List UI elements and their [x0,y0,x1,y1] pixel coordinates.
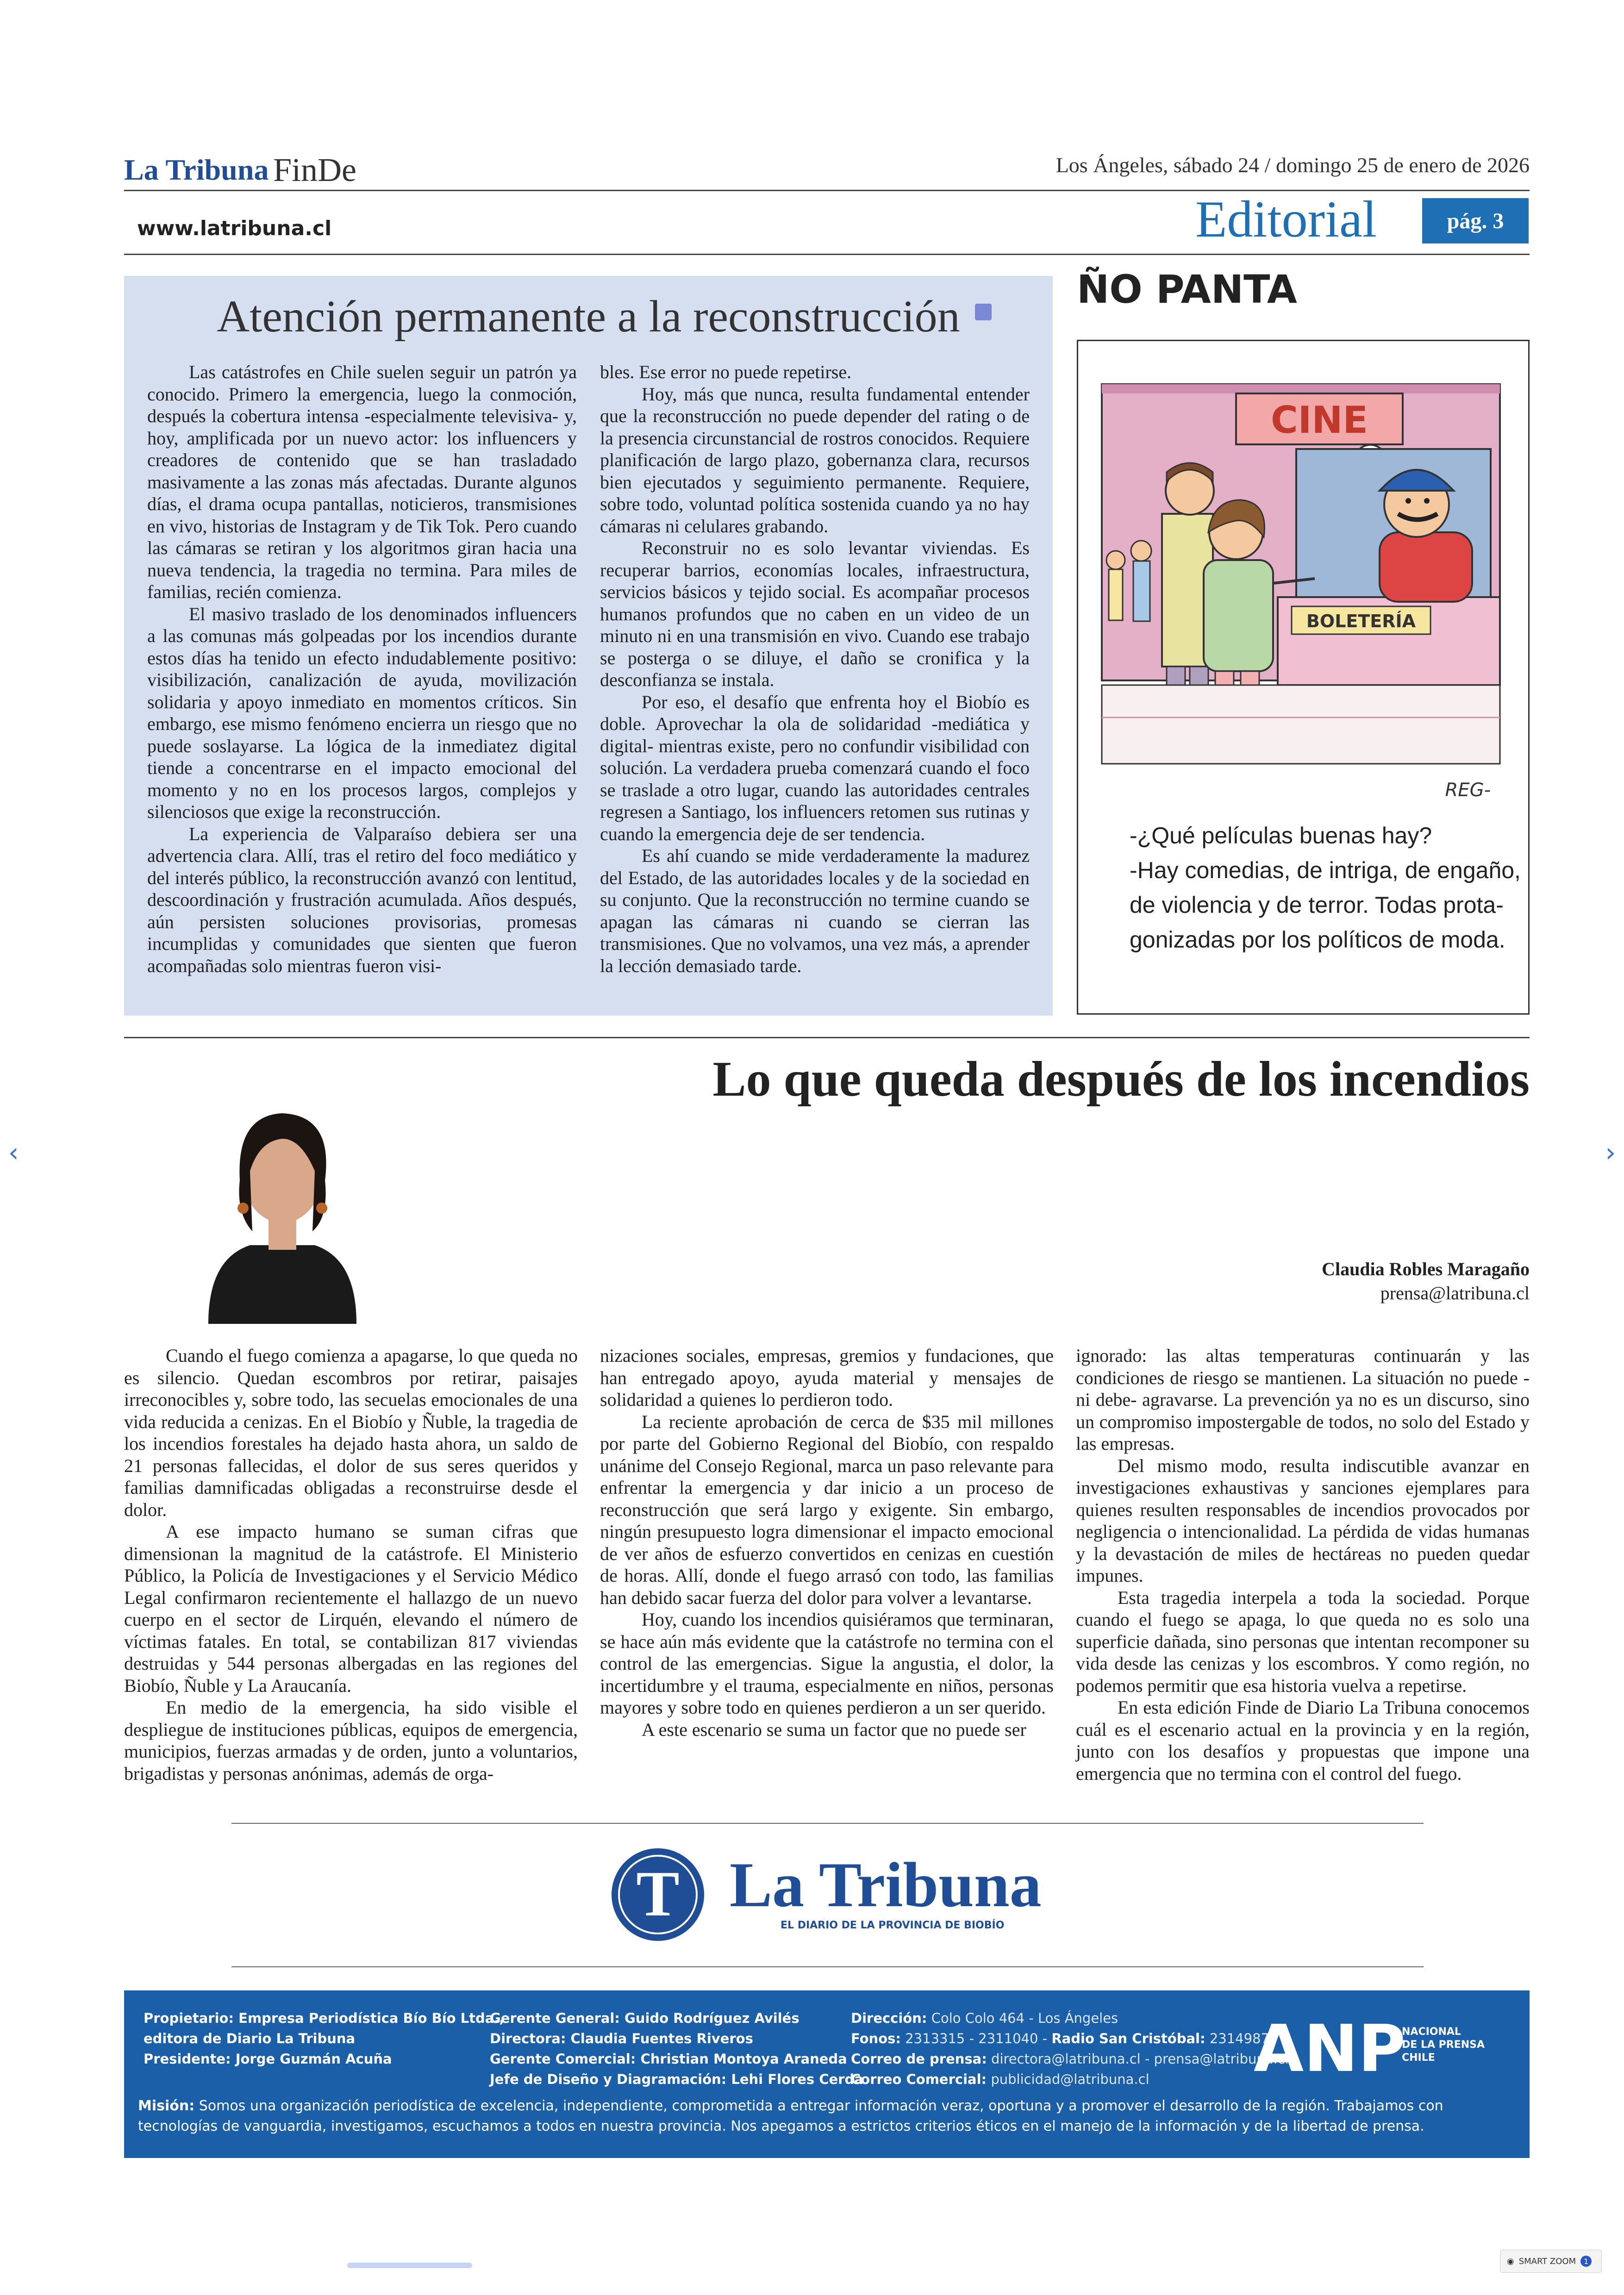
paragraph: nizaciones sociales, empresas, gremios y fundaciones, que han entregado apoyo, ayuda material y mensajes de solidaridad a quienes lo perdieron todo. [600,1345,1054,1410]
caption-line: -Hay comedias, de intriga, de engaño, [1130,857,1521,883]
author-name: Claudia Robles Maragaño [1322,1259,1530,1279]
footer-label: Fonos: [851,2031,901,2046]
footer-label: Dirección: [851,2010,927,2026]
anp-text: NACIONAL [1402,2026,1461,2038]
anp-text: DE LA PRENSA [1402,2039,1485,2051]
paragraph: Cuando el fuego comienza a apagarse, lo que queda no es silencio. Quedan escombros por retirar, paisajes irreconocibles y, sobre todo, las secuelas emocionales de una vida reducida a cenizas. En el Biobío y Ñuble, la tragedia de los incendios forestales ha dejado hasta ahora, un saldo de 21 personas fallecidas, el dolor de sus seres queridos y familias damnificadas obligadas a reconstruirse desde el dolor. [124,1345,578,1520]
footer-line: Jefe de Diseño y Diagramación: Lehi Flores Cerda [490,2071,863,2087]
logo-rule-bottom [231,1966,1424,1967]
caption-line: gonizadas por los políticos de moda. [1130,927,1505,953]
dateline: Los Ángeles, sábado 24 / domingo 25 de enero de 2026 [1056,153,1530,177]
paragraph: Hoy, más que nunca, resulta fundamental entender que la reconstrucción no puede depender del rating o de la presencia circunstancial de rostros conocidos. Requiere planificación de largo plazo, gobernanza clara, recursos bien ejecutados y seguimiento permanente. Requiere, sobre todo, voluntad política sostenida cuando ya no hay cámaras ni celulares grabando. [600,383,1030,536]
la-tribuna-logo [609,1846,1049,1943]
footer-box [124,1990,1530,2158]
cartoon-signature: REG- [1445,780,1491,801]
header-rule-2 [124,254,1530,255]
eye-icon: ◉ [1507,2256,1514,2266]
logo-name: La Tribuna [730,1849,1042,1920]
anp-letters: ANP [1254,2012,1406,2081]
paragraph: Las catástrofes en Chile suelen seguir un patrón ya conocido. Primero la emergencia, luego la conmoción, después la cobertura intensa -especialmente televisiva- y, hoy, amplificada por un nuevo actor: los influencers y creadores de contenido que se han trasladado masivamente a las zonas más afectadas. Durante algunos días, el drama ocupa pantallas, noticieros, transmisiones en vivo, historias de Instagram y de Tik Tok. Pero cuando las cámaras se retiran y los algoritmos giran hacia una nueva tendencia, la tragedia no termina. Para miles de familias, recién comienza. [147,362,577,602]
paragraph: Reconstruir no es solo levantar viviendas. Es recuperar barrios, economías locales, infraestructura, servicios básicos y tejido social. Es acompañar procesos humanos profundos que no caben en un video de un minuto ni en una transmisión en vivo. Cuando ese trabajo se posterga o se diluye, el daño se cronifica y la desconfianza se instala. [600,537,1030,690]
boleteria-sign: BOLETERÍA [1306,611,1416,631]
paragraph: bles. Ese error no puede repetirse. [600,362,852,382]
cartoon-illustration [1097,366,1505,810]
site-url: www.latribuna.cl [137,217,332,240]
paragraph: La experiencia de Valparaíso debiera ser una advertencia clara. Allí, tras el retiro del foco mediático y del interés público, la reconstrucción avanzó con lentitud, descoordinación y frustración acumulada. Años después, aún persisten soluciones provisorias, promesas incumplidas y comunidades que sienten que fueron acompañadas solo mientras fueron visi- [147,823,577,976]
author-email: prensa@latribuna.cl [1380,1283,1530,1303]
page-scrollbar[interactable] [347,2263,472,2268]
footer-radio-phone: 2314987 [1205,2031,1269,2046]
paragraph: En esta edición Finde de Diario La Tribuna conocemos cuál es el escenario actual en la provincia y en la región, junto con los desafíos y propuestas que impone una emergencia que no termina con el control del fuego. [1076,1697,1530,1784]
paragraph: A este escenario se suma un factor que no puede ser [642,1719,1026,1740]
paragraph: Por eso, el desafío que enfrenta hoy el Biobío es doble. Aprovechar la ola de solidaridad -mediática y digital- mientras existe, pero no confundir visibilidad con solución. La verdadera prueba comenzará cuando el foco se traslade a otro lugar, cuando las autoridades centrales regresen a Santiago, los influencers retomen sus rutinas y cuando la emergencia deje de ser tendencia. [600,691,1030,844]
footer-label: Radio San Cristóbal: [1051,2031,1206,2046]
logo-rule-top [231,1823,1424,1824]
author-photo [190,1065,375,1324]
cartoon-caption [1130,818,1521,957]
section-rule [124,1037,1530,1038]
paragraph: Esta tragedia interpela a toda la sociedad. Porque cuando el fuego se apaga, lo que queda no es solo una superficie dañada, sino personas que intentan recomponer su vida desde las cenizas y los escombros. Y como región, no podemos permitir que esa historia vuelva a repetirse. [1076,1587,1530,1696]
editorial-title: Atención permanente a la reconstrucción [217,292,960,342]
page-number: pág. 3 [1422,198,1529,243]
opinion-title: Lo que queda después de los incendios [712,1052,1530,1107]
paragraph: Es ahí cuando se mide verdaderamente la madurez del Estado, de las autoridades locales y de la sociedad en su conjunto. Que la reconstrucción no termine cuando se apagan las cámaras ni cuando se cierran las transmisiones. Que no volvamos, una vez más, a aprender la lección demasiado tarde. [600,845,1030,976]
editorial-column-1 [147,361,577,977]
footer-line: Presidente: Jorge Guzmán Acuña [144,2051,392,2067]
footer-commercial-email[interactable]: publicidad@latribuna.cl [987,2071,1149,2087]
previous-page-button[interactable]: ‹ [8,1138,19,1168]
paragraph: El masivo traslado de los denominados influencers a las comunas más golpeadas por los incendios durante estos días ha tenido un efecto indudablemente positivo: visibilización, canalización de ayuda, movilización solidaria y apoyo inmediato en momentos críticos. Sin embargo, ese mismo fenómeno encierra un riesgo que no puede soslayarse. La lógica de la inmediatez digital tiende a concentrarse en el impacto emocional del momento y no en los procesos largos, complejos y silenciosos que exige la reconstrucción. [147,603,577,822]
footer-press-email[interactable]: directora@latribuna.cl - prensa@latribuna.cl [987,2051,1289,2067]
footer-line: Gerente General: Guido Rodríguez Avilés [490,2010,800,2026]
edit-marker-icon[interactable] [975,304,992,320]
smart-zoom-count: 1 [1580,2256,1592,2267]
footer-line: Propietario: Empresa Periodística Bío Bío Ltda., [144,2010,505,2026]
smart-zoom-button[interactable] [1500,2250,1602,2273]
mission-label: Misión: [138,2098,195,2114]
logo-letter: T [636,1858,680,1930]
footer-label: Correo Comercial: [851,2071,987,2087]
footer-line: Gerente Comercial: Christian Montoya Araneda [490,2051,847,2067]
paragraph: ignorado: las altas temperaturas continuarán y las condiciones de riesgo se mantienen. La situación no puede -ni debe- agravarse. La prevención ya no es un discurso, sino un compromiso impostergable de todos, no solo del Estado y las empresas. [1076,1345,1530,1454]
editorial-column-2 [600,361,1030,977]
footer-label: Correo de prensa: [851,2051,987,2067]
mission-text: Somos una organización periodística de excelencia, independiente, comprometida a entregar información veraz, oportuna y a promover el desarrollo de la región. Trabajamos con tecnologías de vanguardia, investigamos, escuchamos a todos en nuestra provincia. Nos apegamos a estrictos criterios éticos en el manejo de la información y de la libertad de prensa. [138,2098,1443,2134]
paragraph: A ese impacto humano se suman cifras que dimensionan la magnitud de la catástrofe. El Ministerio Público, la Policía de Investigaciones y el Servicio Médico Legal confirmaron recientemente el hallazgo de un nuevo cuerpo en el sector de Lirquén, elevando el número de víctimas fatales. En total, se contabilizan 817 viviendas destruidas y 544 personas albergadas en las regiones del Biobío, Ñuble y La Araucanía. [124,1521,578,1696]
cartoon-heading: ÑO PANTA [1077,267,1297,312]
paragraph: En medio de la emergencia, ha sido visible el despliegue de instituciones públicas, equipos de emergencia, municipios, fuerzas armadas y de orden, junto a voluntarios, brigadistas y personas anónimas, además de orga- [124,1697,578,1784]
edition-name: FinDe [273,151,356,188]
footer-phones: 2313315 - 2311040 - [901,2031,1052,2046]
opinion-column-3 [1076,1345,1530,1784]
paragraph: La reciente aprobación de cerca de $35 mil millones por parte del Gobierno Regional del Biobío, con respaldo unánime del Consejo Regional, marca un paso relevante para enfrentar la emergencia y dar inicio a un proceso de reconstrucción que será largo y exigente. Sin embargo, ningún presupuesto logra dimensionar el impacto emocional de ver años de esfuerzo convertidos en cenizas en cuestión de horas. Allí, donde el fuego arrasó con todo, las familias han debido sacar fuerza del dolor para volver a levantarse. [600,1411,1054,1608]
logo-tagline: EL DIARIO DE LA PROVINCIA DE BIOBÍO [781,1920,1005,1931]
footer-line: editora de Diario La Tribuna [144,2031,356,2046]
footer-line: Directora: Claudia Fuentes Riveros [490,2031,753,2046]
anp-logo [1254,2012,1513,2081]
caption-line: de violencia y de terror. Todas prota- [1130,892,1504,918]
section-title: Editorial [1195,191,1377,248]
opinion-column-2 [600,1345,1054,1740]
opinion-column-1 [124,1345,578,1784]
footer-col-owner [144,2008,504,2069]
next-page-button[interactable]: › [1605,1138,1616,1168]
footer-col-contact [851,2008,1289,2089]
paragraph: Hoy, cuando los incendios quisiéramos que terminaran, se hace aún más evidente que la catástrofe no termina con el control de las emergencias. Sigue la angustia, el dolor, la incertidumbre y el trauma, especialmente en niños, personas mayores y sobre todo en quienes perdieron a un ser querido. [600,1609,1054,1718]
footer-address: Colo Colo 464 - Los Ángeles [927,2010,1118,2026]
mission-statement [138,2096,1518,2137]
cine-sign: CINE [1270,399,1368,442]
smart-zoom-label: SMART ZOOM [1518,2256,1576,2266]
masthead-brand: La Tribuna [124,153,269,186]
anp-text: CHILE [1402,2052,1435,2064]
footer-col-staff [490,2008,863,2089]
caption-line: -¿Qué películas buenas hay? [1130,823,1432,848]
paragraph: Del mismo modo, resulta indiscutible avanzar en investigaciones exhaustivas y sanciones ejemplares para quienes resulten responsables de incendios provocados por negligencia o intencionalidad. La pérdida de vidas humanas y la devastación de miles de hectáreas no pueden quedar impunes. [1076,1455,1530,1586]
